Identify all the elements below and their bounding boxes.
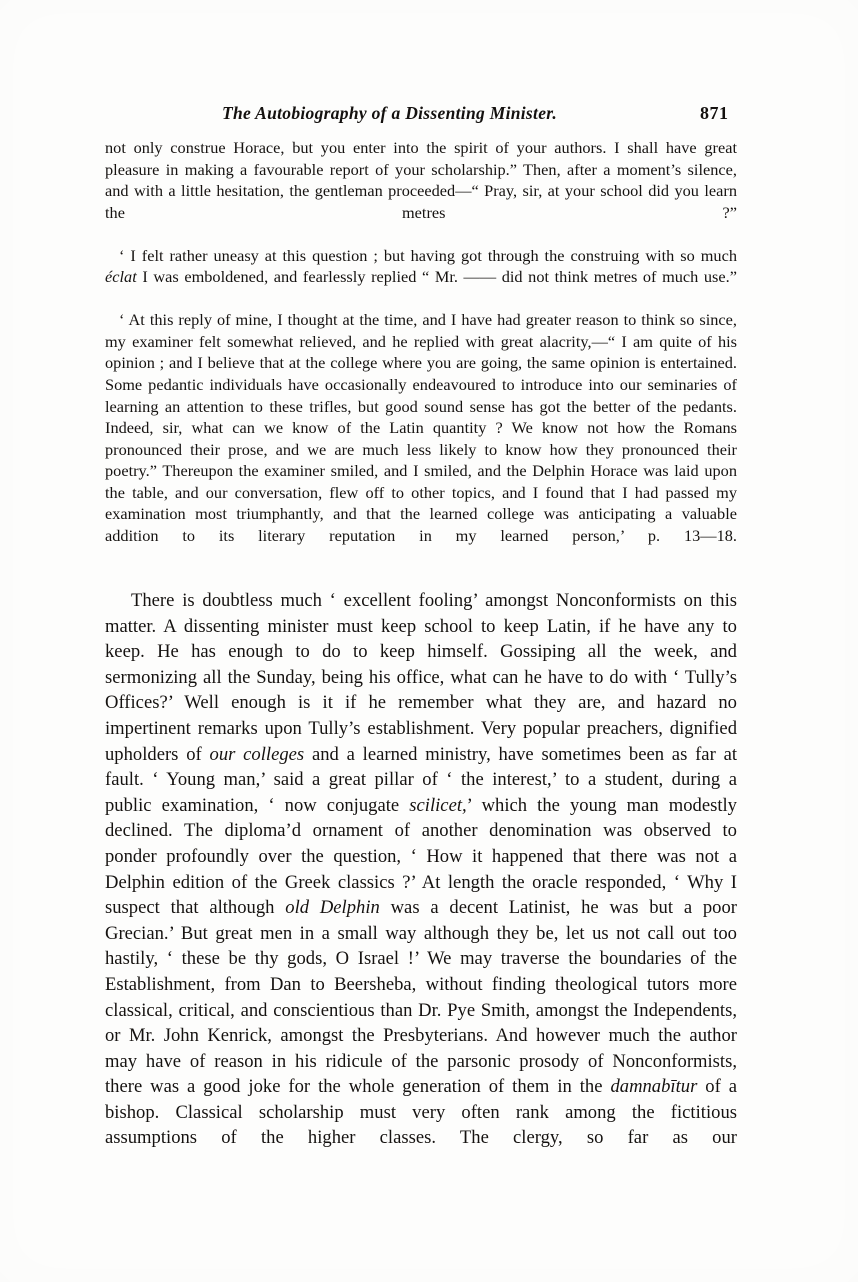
page-number: 871 — [700, 103, 729, 123]
paragraph: There is doubtless much ‘ excellent fooling’ amongst Nonconformists on this matter. A dissenting minister must keep school to keep Latin, if he have any to keep. He has enough to do to keep himself. Gossiping all the week, and sermonizing all the Sunday, being his office, what can he have to do with ‘ Tully’s Offices?’ Well enough is it if he remember what they are, and hazard no impertinent remarks upon Tully’s establishment. Very popular preachers, dignified upholders of our colleges and a learned ministry, have sometimes been as far at fault. ‘ Young man,’ said a great pillar of ‘ the interest,’ to a student, during a public examination, ‘ now conjugate scilicet,’ which the young man modestly declined. The diploma’d ornament of another denomination was observed to ponder profoundly over the question, ‘ How it happened that there was not a Delphin edition of the Greek classics ?’ At length the oracle responded, ‘ Why I suspect that although old Delphin was a decent Latinist, he was but a poor Grecian.’ But great men in a small way although they be, let us not call out too hastily, ‘ these be thy gods, O Israel !’ We may traverse the boundaries of the Establishment, from Dan to Beersheba, without finding theological tutors more classical, critical, and conscientious than Dr. Pye Smith, amongst the Independents, or Mr. John Kenrick, amongst the Presbyterians. And however much the author may have of reason in his ridicule of the parsonic prosody of Nonconformists, there was a good joke for the whole generation of them in the damnabītur of a bishop. Classical scholarship must very often rank among the fictitious assumptions of the higher classes. The clergy, so far as our — [105, 590, 738, 1149]
paragraph: not only construe Horace, but you enter into the spirit of your authors. I shall have great pleasure in making a favourable report of your scholarship.” Then, after a moment’s silence, and with a little hesitation, the gentleman proceeded—“ Pray, sir, at your school did you learn the metres ?” — [105, 138, 737, 222]
italic-phrase: scilicet, — [409, 794, 467, 816]
quoted-extract-block — [105, 137, 737, 568]
commentary-block — [105, 588, 737, 1177]
running-head-title: The Autobiography of a Dissenting Minister. — [222, 103, 558, 123]
paragraph: ‘ At this reply of mine, I thought at the time, and I have had greater reason to think so since, my examiner felt somewhat relieved, and he replied with great alacrity,—“ I am quite of his opinion ; and I believe that at the college where you are going, the same opinion is entertained. Some pedantic individuals have occasionally endeavoured to introduce into our seminaries of learning an attention to these trifles, but good sound sense has got the better of the pedants. Indeed, sir, what can we know of the Latin quantity ? We know not how the Romans pronounced their prose, and we are much less likely to know how they pronounced their poetry.” Thereupon the examiner smiled, and I smiled, and the Delphin Horace was laid upon the table, and our conversation, flew off to other topics, and I found that I had passed my examination most triumphantly, and that the learned college was anticipating a valuable addition to its literary reputation in my learned person,’ p. 13—18. — [105, 310, 737, 545]
italic-phrase: old Delphin — [285, 897, 380, 919]
paragraph: ‘ I felt rather uneasy at this question ; but having got through the construing with so much éclat I was emboldened, and fearlessly replied “ Mr. —— did not think metres of much use.” — [105, 245, 737, 287]
italic-phrase: éclat — [105, 267, 137, 287]
italic-phrase: our colleges — [209, 743, 305, 765]
running-head — [105, 103, 858, 129]
italic-phrase: damnabītur — [610, 1076, 698, 1098]
